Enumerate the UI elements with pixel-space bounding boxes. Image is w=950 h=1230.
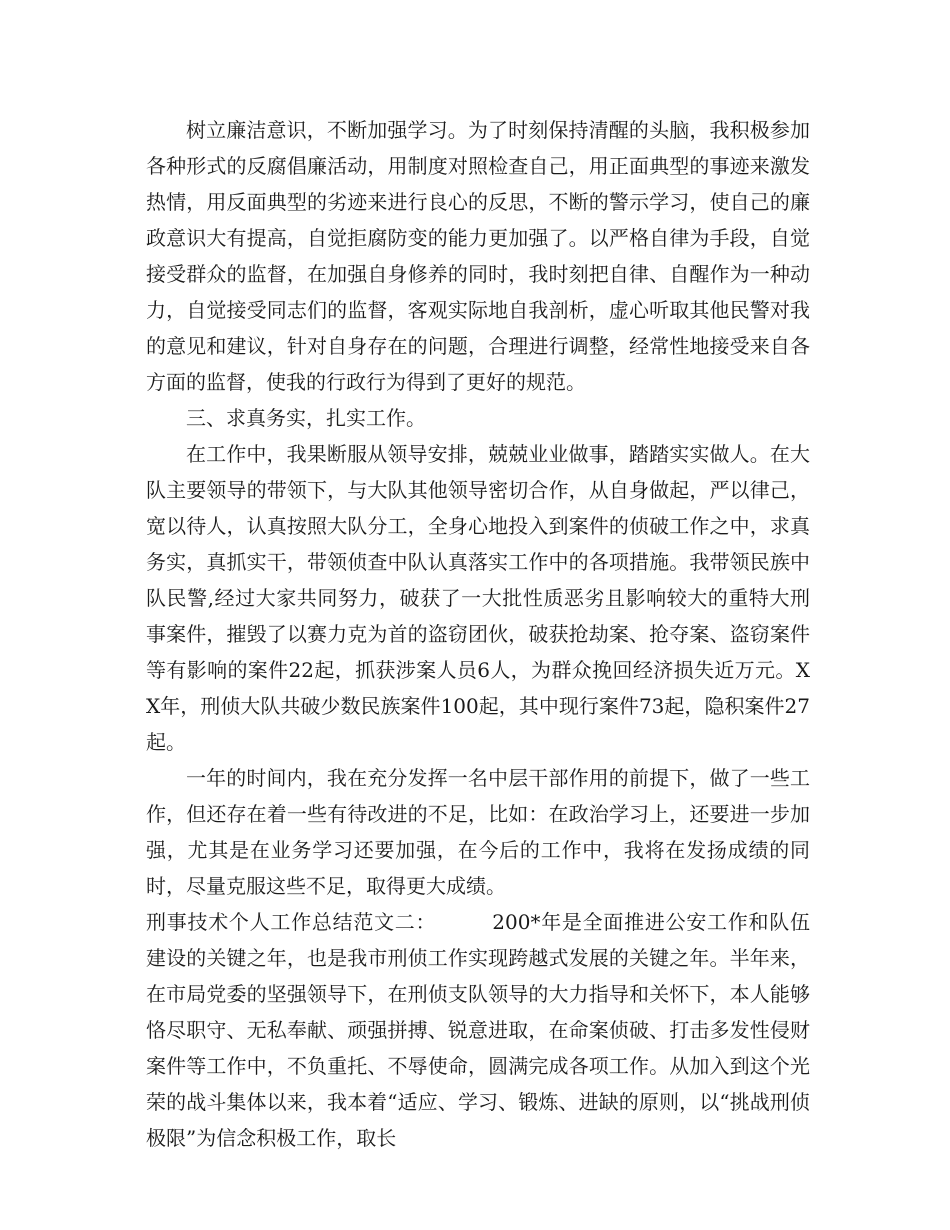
paragraph-integrity-awareness: 树立廉洁意识，不断加强学习。为了时刻保持清醒的头脑，我积极参加各种形式的反腐倡廉活动，用制度对照检查自己，用正面典型的事迹来激发热情，用反面典型的劣迹来进行良心的反思，不断的警示学习，使自己的廉政意识大有提高，自觉拒腐防变的能力更加强了。以严格自律为手段，自觉接受群众的监督，在加强自身修养的同时，我时刻把自律、自醒作为一种动力，自觉接受同志们的监督，客观实际地自我剖析，虚心听取其他民警对我的意见和建议，针对自身存在的问题，合理进行调整，经常性地接受来自各方面的监督，使我的行政行为得到了更好的规范。	[146, 118, 810, 394]
section-heading-three: 三、求真务实，扎实工作。	[186, 406, 426, 430]
paragraph-shortcomings: 一年的时间内，我在充分发挥一名中层干部作用的前提下，做了一些工作，但还存在着一些有待改进的不足，比如：在政治学习上，还要进一步加强，尤其是在业务学习还要加强，在今后的工作中，我将在发扬成绩的同时，尽量克服这些不足，取得更大成绩。	[146, 766, 810, 898]
sample-title: 刑事技术个人工作总结范文二：	[146, 910, 437, 934]
paragraph-second-sample	[146, 904, 810, 1156]
paragraph-work-practice: 在工作中，我果断服从领导安排，兢兢业业做事，踏踏实实做人。在大队主要领导的带领下，与大队其他领导密切合作，从自身做起，严以律己，宽以待人，认真按照大队分工，全身心地投入到案件的侦破工作之中，求真务实，真抓实干，带领侦查中队认真落实工作中的各项措施。我带领民族中队民警,经过大家共同努力，破获了一大批性质恶劣且影响较大的重特大刑事案件，摧毁了以赛力克为首的盗窃团伙，破获抢劫案、抢夺案、盗窃案件等有影响的案件22起，抓获涉案人员6人，为群众挽回经济损失近万元。XX年，刑侦大队共破少数民族案件100起，其中现行案件73起，隐积案件27起。	[146, 442, 810, 754]
document-body	[146, 112, 810, 1156]
paragraph-second-sample-body: 200*年是全面推进公安工作和队伍建设的关键之年，也是我市刑侦工作实现跨越式发展的关键之年。半年来，在市局党委的坚强领导下，在刑侦支队领导的大力指导和关怀下，本人能够恪尽职守、无私奉献、顽强拼搏、锐意进取，在命案侦破、打击多发性侵财案件等工作中，不负重托、不辱使命，圆满完成各项工作。从加入到这个光荣的战斗集体以来，我本着“适应、学习、锻炼、进缺的原则，以“挑战刑侦极限”为信念积极工作，取长	[146, 910, 810, 1150]
